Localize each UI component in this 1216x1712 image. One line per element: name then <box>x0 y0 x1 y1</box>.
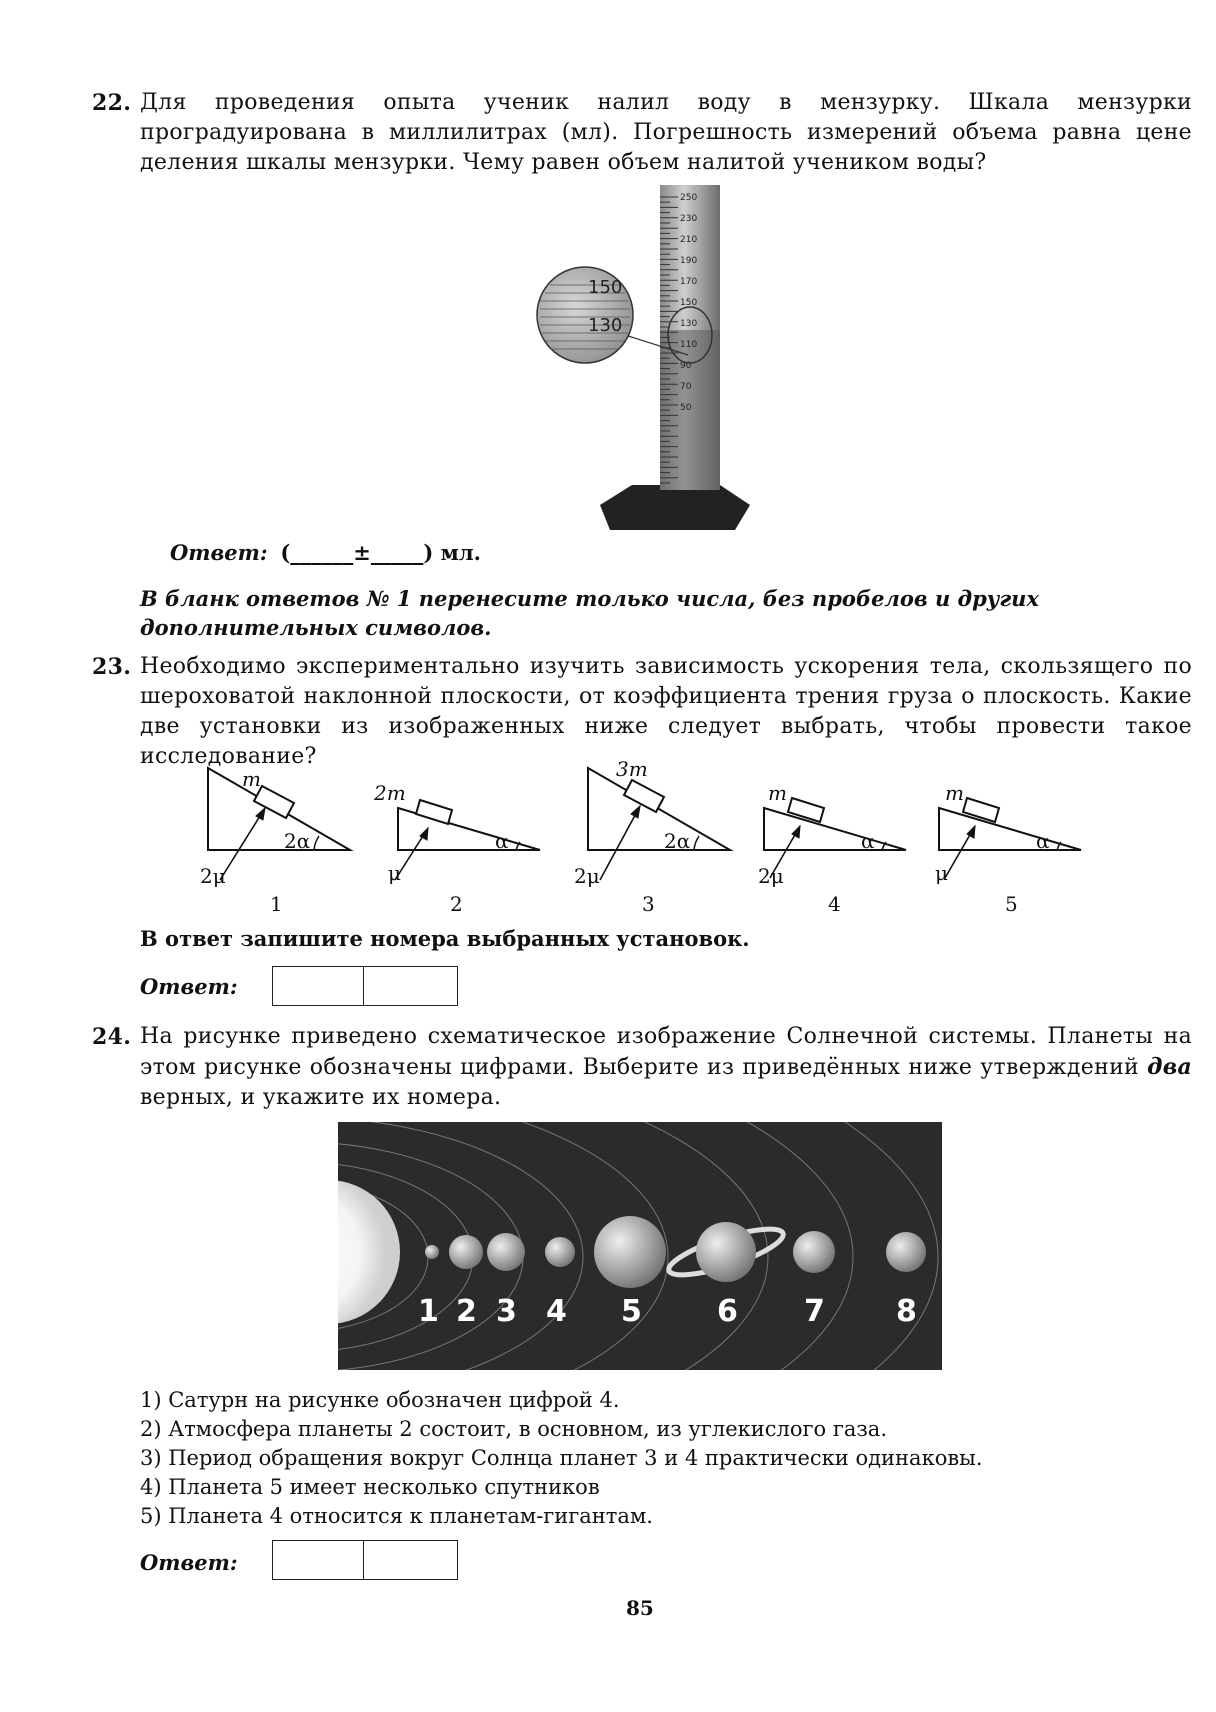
scale-tick-label: 110 <box>680 340 698 350</box>
planet-label-6: 6 <box>717 1294 738 1329</box>
planet-label-5: 5 <box>621 1294 642 1329</box>
scale-tick-label: 170 <box>680 277 698 287</box>
planet-label-3: 3 <box>496 1294 517 1329</box>
planet-label-4: 4 <box>546 1294 567 1329</box>
incline-setups-figure <box>190 758 1120 918</box>
answer-cell-1[interactable] <box>273 1541 364 1579</box>
scale-tick-label: 190 <box>680 256 698 266</box>
planet-6 <box>696 1222 756 1282</box>
setup-5 <box>935 781 1081 916</box>
planet-2 <box>449 1235 483 1269</box>
scale-tick-label: 90 <box>680 361 692 371</box>
scale-tick-label: 230 <box>680 214 698 224</box>
scale-tick-label: 210 <box>680 235 698 245</box>
question-number: 22. <box>92 90 132 116</box>
statement-2: 2) Атмосфера планеты 2 состоит, в основном, из углекислого газа. <box>140 1417 888 1441</box>
statement-3: 3) Период обращения вокруг Солнца планет 3 и 4 практически одинаковы. <box>140 1446 983 1470</box>
answer-24 <box>140 1550 238 1575</box>
setup-5-mass: m <box>945 781 964 805</box>
instruction-23: В ответ запишите номера выбранных установок. <box>140 926 750 951</box>
question-text: Необходимо экспериментально изучить зависимость ускорения тела, скользящего по шероховатой наклонной плоскости, от коэффициента трения груза о плоскость. Какие две установки из изображенных ниже следует выбрать, чтобы провести такое исследование? <box>140 654 1192 769</box>
planet-3 <box>487 1233 525 1271</box>
setup-2 <box>373 781 540 916</box>
answer-template[interactable]: (______±_____) мл. <box>280 540 481 565</box>
answer-23 <box>140 974 238 999</box>
solar-system-figure <box>338 1122 942 1370</box>
statement-4: 4) Планета 5 имеет несколько спутников <box>140 1475 600 1499</box>
answer-label: Ответ: <box>140 1550 238 1575</box>
setup-3-mass: 3m <box>616 758 648 781</box>
question-number: 23. <box>92 654 132 680</box>
setup-1-mass: m <box>242 767 261 791</box>
answer-box-23[interactable] <box>272 966 458 1006</box>
planet-5 <box>594 1216 666 1288</box>
setup-4-angle: α <box>861 829 875 853</box>
setup-3 <box>574 758 730 916</box>
setup-4 <box>758 781 906 916</box>
setup-1-angle: 2α <box>284 829 311 853</box>
statement-5: 5) Планета 4 относится к планетам-гигантам. <box>140 1504 653 1528</box>
setup-4-mass: m <box>768 781 787 805</box>
planet-label-8: 8 <box>896 1294 917 1329</box>
setup-3-angle: 2α <box>664 829 691 853</box>
answer-note: В бланк ответов № 1 перенесите только числа, без пробелов и других дополнительных символов. <box>140 586 1039 640</box>
cylinder-base <box>600 485 750 530</box>
scale-tick-label: 150 <box>680 298 698 308</box>
setup-5-mu: μ <box>935 861 948 885</box>
answer-22 <box>170 540 481 565</box>
planet-7 <box>793 1231 835 1273</box>
question-22 <box>92 88 1192 178</box>
planet-label-1: 1 <box>418 1294 439 1329</box>
setup-4-number: 4 <box>828 892 841 916</box>
setup-2-number: 2 <box>450 892 463 916</box>
planet-label-7: 7 <box>804 1294 825 1329</box>
question-number: 24. <box>92 1024 132 1050</box>
answer-cell-1[interactable] <box>273 967 364 1005</box>
setup-5-number: 5 <box>1005 892 1018 916</box>
setup-1 <box>200 767 350 916</box>
page-number: 85 <box>626 1596 654 1620</box>
planet-label-2: 2 <box>456 1294 477 1329</box>
question-text: На рисунке приведено схематическое изображение Солнечной системы. Планеты на этом рисунке обозначены цифрами. Выберите из приведённых ниже утверждений два верных, и укажите их номера. <box>140 1024 1192 1110</box>
question-text: Для проведения опыта ученик налил воду в мензурку. Шкала мензурки проградуирована в миллилитрах (мл). Погрешность измерений объема равна цене деления шкалы мензурки. Чему равен объем налитой учеником воды? <box>140 90 1192 175</box>
setup-3-number: 3 <box>642 892 655 916</box>
answer-box-24[interactable] <box>272 1540 458 1580</box>
measuring-cylinder-figure <box>520 185 760 530</box>
setup-1-mu: 2μ <box>200 864 226 888</box>
scale-tick-label: 250 <box>680 193 698 203</box>
setup-2-mu: μ <box>388 861 401 885</box>
answer-label: Ответ: <box>170 540 268 565</box>
question-24 <box>92 1022 1192 1113</box>
scale-tick-label: 70 <box>680 382 692 392</box>
statement-1: 1) Сатурн на рисунке обозначен цифрой 4. <box>140 1388 620 1412</box>
scale-tick-label: 130 <box>680 319 698 329</box>
planet-4 <box>545 1237 575 1267</box>
answer-label: Ответ: <box>140 974 238 999</box>
setup-3-mu: 2μ <box>574 864 600 888</box>
setup-1-number: 1 <box>270 892 283 916</box>
planet-8 <box>886 1232 926 1272</box>
emphasis-word: два <box>1147 1054 1192 1080</box>
setup-4-mu: 2μ <box>758 864 784 888</box>
scale-tick-label: 50 <box>680 403 692 413</box>
planet-1 <box>425 1245 439 1259</box>
zoom-label-130: 130 <box>588 315 623 336</box>
setup-2-angle: α <box>495 829 509 853</box>
zoom-label-150: 150 <box>588 277 623 298</box>
setup-2-mass: 2m <box>374 781 406 805</box>
setup-5-angle: α <box>1036 829 1050 853</box>
question-23 <box>92 652 1192 772</box>
